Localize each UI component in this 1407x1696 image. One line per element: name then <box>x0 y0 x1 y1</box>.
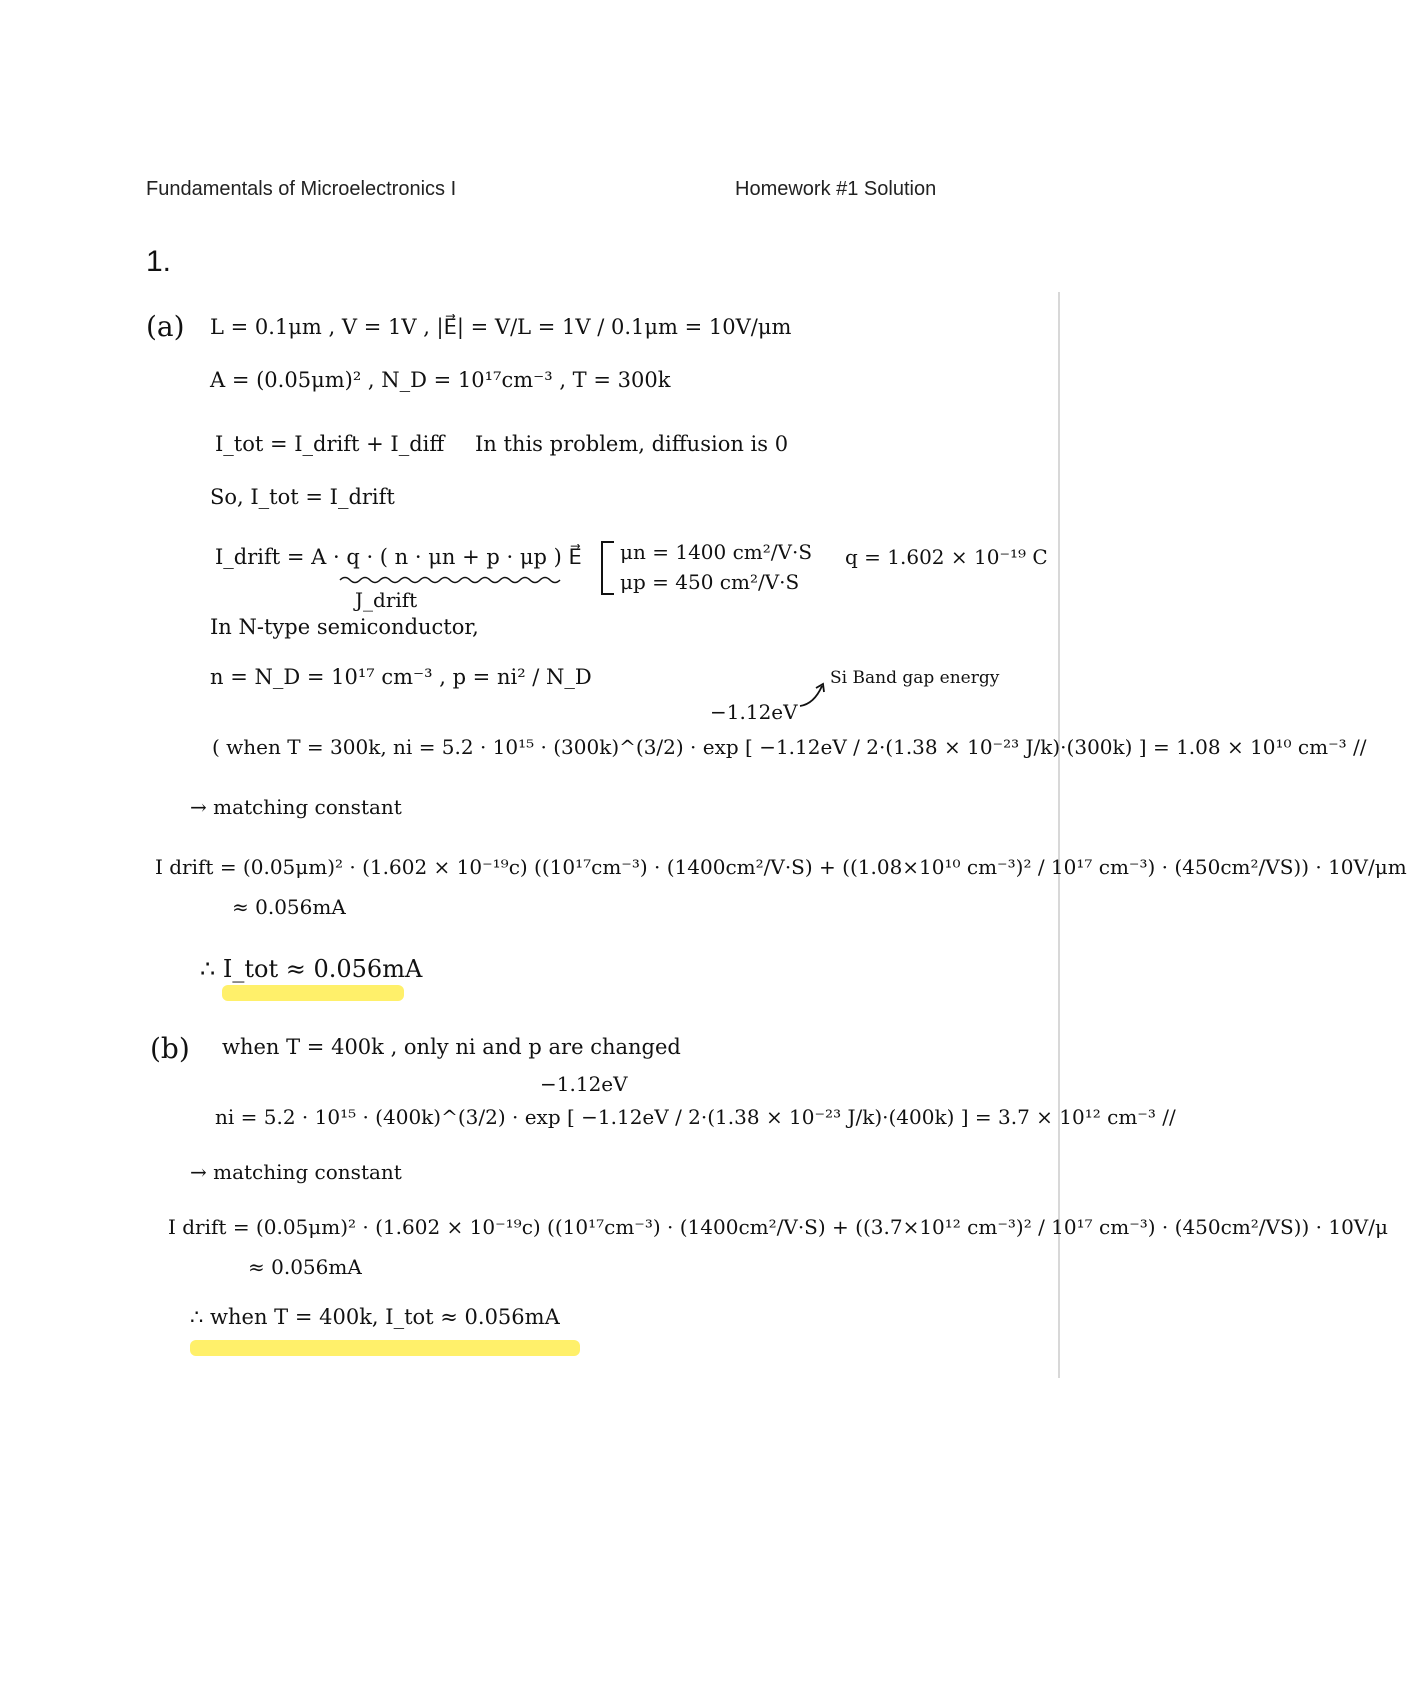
bracket <box>598 540 616 596</box>
course-title: Fundamentals of Microelectronics I <box>146 178 457 200</box>
given-line-2: A = (0.05μm)² , N_D = 10¹⁷cm⁻³ , T = 300k <box>210 368 671 392</box>
so-line: So, I_tot = I_drift <box>210 485 395 509</box>
total-current-equation: I_tot = I_drift + I_diff <box>215 432 445 456</box>
si-bandgap-note: Si Band gap energy <box>830 668 1000 688</box>
drift-calculation-b: I drift = (0.05μm)² · (1.602 × 10⁻¹⁹c) ((10¹⁷cm⁻³) · (1400cm²/V·S) + ((3.7×10¹² cm⁻³)² / 10¹⁷ cm⁻³) · (450cm²/VS)) · 10V/μ <box>168 1215 1388 1239</box>
bandgap-value: −1.12eV <box>710 700 798 724</box>
approx-result-b: ≈ 0.056mA <box>248 1255 362 1279</box>
answer-a: ∴ I_tot ≈ 0.056mA <box>200 955 423 983</box>
arrow-icon <box>798 680 828 710</box>
diffusion-note: In this problem, diffusion is 0 <box>475 432 789 456</box>
matching-constant-a: → matching constant <box>190 795 402 819</box>
highlight-a <box>222 985 404 1001</box>
drift-equation: I_drift = A · q · ( n · μn + p · μp ) E⃗ <box>215 545 582 569</box>
part-a-label: (a) <box>146 310 185 343</box>
document-title: Homework #1 Solution <box>735 178 937 200</box>
carrier-concentrations: n = N_D = 10¹⁷ cm⁻³ , p = ni² / N_D <box>210 665 592 689</box>
ni-calculation-300k: ( when T = 300k, ni = 5.2 · 10¹⁵ · (300k)^(3/2) · exp [ −1.12eV / 2·(1.38 × 10⁻²³ J/k)·(300k) ] = 1.08 × 10¹⁰ cm⁻³ // <box>212 735 1367 759</box>
part-b-intro: when T = 400k , only ni and p are changed <box>222 1035 681 1059</box>
highlight-b <box>190 1340 580 1356</box>
answer-b: ∴ when T = 400k, I_tot ≈ 0.056mA <box>190 1305 560 1329</box>
matching-constant-b: → matching constant <box>190 1160 402 1184</box>
n-type-line: In N-type semiconductor, <box>210 615 479 639</box>
problem-number: 1. <box>146 245 172 278</box>
given-line-1: L = 0.1μm , V = 1V , |E⃗| = V/L = 1V / 0.1μm = 10V/μm <box>210 315 792 339</box>
elementary-charge: q = 1.602 × 10⁻¹⁹ C <box>845 545 1048 569</box>
drift-calculation-a: I drift = (0.05μm)² · (1.602 × 10⁻¹⁹c) ((10¹⁷cm⁻³) · (1400cm²/V·S) + ((1.08×10¹⁰ cm⁻³)² / 10¹⁷ cm⁻³) · (450cm²/VS)) · 10V/μm <box>155 855 1407 879</box>
electron-mobility: μn = 1400 cm²/V·S <box>620 540 813 564</box>
approx-result-a: ≈ 0.056mA <box>232 895 346 919</box>
ni-calculation-400k: ni = 5.2 · 10¹⁵ · (400k)^(3/2) · exp [ −1.12eV / 2·(1.38 × 10⁻²³ J/k)·(400k) ] = 3.7 × 10¹² cm⁻³ // <box>215 1105 1176 1129</box>
hole-mobility: μp = 450 cm²/V·S <box>620 570 800 594</box>
j-drift-label: J_drift <box>355 588 418 612</box>
bandgap-value-b: −1.12eV <box>540 1072 628 1096</box>
part-b-label: (b) <box>150 1032 190 1065</box>
j-drift-underline <box>340 575 560 585</box>
